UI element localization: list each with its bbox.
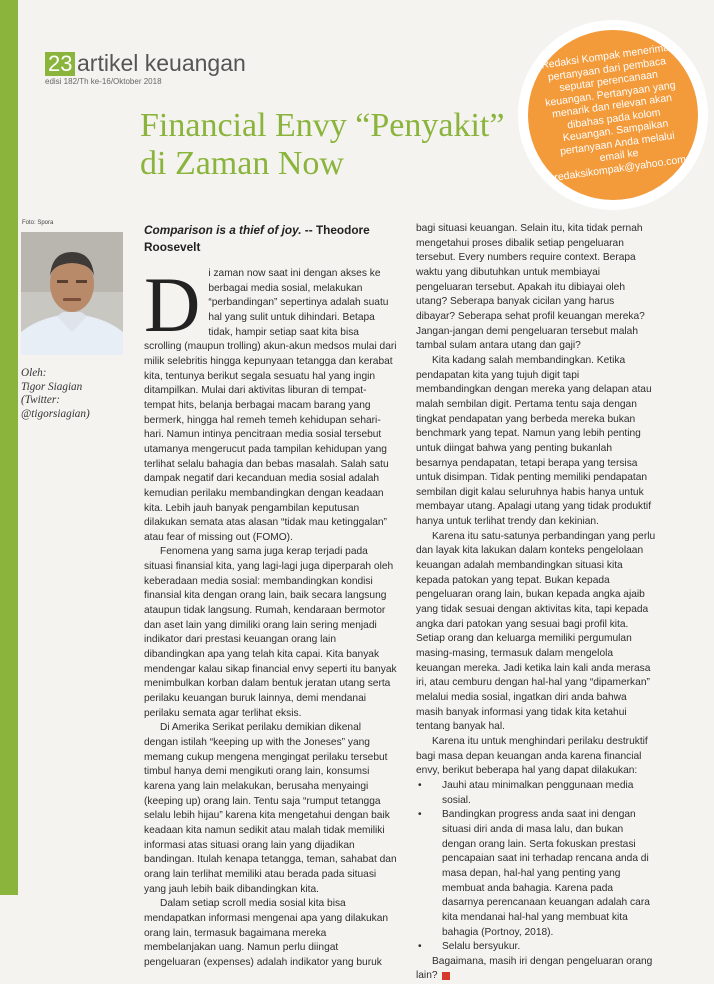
quote-author: -- Theodore Roosevelt — [144, 223, 370, 254]
list-item — [418, 808, 656, 940]
article-column-1 — [144, 222, 397, 971]
page-number: 23 — [45, 52, 75, 76]
list-item-text: Bandingkan progress anda saat ini dengan situasi diri anda di masa lalu, dan bukan dengan orang lain. Serta fokuskan prestasi pencapaian saat ini terhadap rencana anda di masa depan, hal-hal yang penting yang membuat anda bahagia. Karena pada dasarnya perencanaan keuangan adalah cara kita mendanai hal-hal yang membuat kita bahagia (Portnoy, 2018). — [442, 809, 650, 938]
paragraph — [144, 261, 397, 545]
bullet-icon: • — [418, 809, 422, 821]
paragraph: Fenomena yang sama juga kerap terjadi pada situasi finansial kita, yang lagi-lagi juga diperparah oleh keberadaan media sosial: membandingkan kondisi finansial kita dengan orang lain, baik secara langsung ataupun tidak langsung. Rumah, kendaraan bermotor dan aset lain yang dimiliki orang lain sering menjadi indikator dari prestasi keuangan orang lain dibandingkan apa yang telah kita capai. Kita banyak mendengar kalau sikap financial envy seperti itu banyak menimbulkan korban dalam bentuk jeratan utang serta perilaku keuangan buruk lainnya, demi mendanai perilaku semata agar terlihat eksis. — [144, 546, 397, 719]
paragraph: Karena itu satu-satunya perbandingan yang perlu dan layak kita lakukan dalam konteks pengelolaan keuangan adalah membandingkan situasi kita kepada patokan yang tepat. Bukan kepada pengeluaran orang lain, bukan kepada angka ajaib yang tidak sesuai dengan aktivitas kita, tapi kepada angka dari patokan yang sesuai bagi profil kita. Setiap orang dan keluarga memiliki pergumulan masing-masing, termasuk dalam mengelola keuangan mereka. Jadi ketika lain kali anda merasa iri, atau cemburu dengan hal-hal yang “dipamerkan” melalui media sosial, ingatkan diri anda bahwa masih banyak informasi yang tidak kita ketahui tentang banyak hal. — [416, 530, 656, 733]
edition-info: edisi 182/Th ke-16/Oktober 2018 — [45, 77, 162, 86]
author-photo — [21, 232, 123, 355]
green-sidebar-bar — [0, 0, 18, 895]
list-item-text: Selalu bersyukur. — [442, 941, 521, 953]
quote-text: Comparison is a thief of joy. — [144, 223, 302, 237]
article-title — [140, 107, 504, 183]
closing-text: Bagaimana, masih iri dengan pengeluaran orang lain? — [416, 955, 653, 982]
bullet-icon: • — [418, 941, 422, 953]
callout-text: Redaksi Kompak menerima pertanyaan dari pembaca seputar perencanaan keuangan. Pertanyaan yang menarik dan relevan akan dibahas pada kolom Keuangan. Sampaikan pertanyaan Anda melalui email ke redaksikompak@yahoo.com. — [540, 41, 690, 184]
photo-caption: Foto: Spora — [22, 220, 54, 226]
paragraph: Di Amerika Serikat perilaku demikian dikenal dengan istilah “keeping up with the Joneses” yang memang cukup mengena mengingat perilaku tersebut timbul hanya demi mengikuti orang lain, konsumsi karena yang lain melakukan, berusaha menyaingi (keeping up) orang lain. Tentu saja “rumput tetangga selalu lebih hijau” karena kita mengetahui dengan baik keadaan kita namun sedikit atau malah tidak memiliki informasi atas situasi orang lain yang dijadikan bandingan. Itulah kenapa tetangga, teman, sahabat dan orang lain terlihat memiliki atau berada pada situasi yang jauh lebih baik dibandingkan kita. — [144, 722, 397, 895]
paragraph: Kita kadang salah membandingkan. Ketika pendapatan kita yang tujuh digit tapi membandingkan dengan mereka yang delapan atau malah sembilan digit. Pertama tentu saja dengan tingkat pendapatan yang berbeda mereka bukan benchmark yang tepat. Namun yang lebih penting untuk diingat bahwa yang penting bukanlah besarnya pendapatan, tetapi berapa yang tersisa untuk disimpan. Tidak penting memiliki pendapatan sembilan digit kalau seluruhnya habis hanya untuk membayar utang. Apalagi utang yang tidak produktif hanya untuk terlihat trendy dan kekinian. — [416, 354, 652, 528]
article-column-2 — [416, 222, 656, 984]
paragraph: Karena itu untuk menghindari perilaku destruktif bagi masa depan keuangan anda karena financial envy, berikut beberapa hal yang dapat dilakukan: — [416, 735, 648, 777]
closing-paragraph — [416, 955, 656, 984]
list-item — [418, 779, 656, 808]
title-line-1: Financial Envy “Penyakit” — [140, 107, 505, 144]
list-item — [418, 940, 656, 955]
section-title: artikel keuangan — [77, 50, 246, 76]
end-mark-icon — [442, 972, 450, 980]
byline-label: Oleh: — [21, 367, 47, 379]
paragraph: Dalam setiap scroll media sosial kita bisa mendapatkan informasi mengenai apa yang dilakukan orang lain, termasuk bagaimana mereka membelanjakan uang. Namun perlu diingat pengeluaran (expenses) adalah indikator yang buruk — [144, 898, 389, 968]
list-item-text: Jauhi atau minimalkan penggunaan media sosial. — [442, 779, 634, 806]
author-twitter-label: (Twitter: — [21, 394, 60, 406]
opening-quote — [144, 222, 397, 255]
drop-cap: D — [144, 261, 201, 348]
author-portrait-icon — [21, 232, 123, 355]
author-twitter-handle: @tigorsiagian) — [21, 407, 90, 420]
bullet-icon: • — [418, 779, 422, 791]
title-line-2: di Zaman Now — [140, 145, 344, 182]
author-name: Tigor Siagian — [21, 380, 83, 393]
tips-list — [416, 779, 656, 955]
paragraph-text: i zaman now saat ini dengan akses ke berbagai media sosial, melakukan “perbandingan” sepertinya adalah suatu hal yang sulit untuk dihindari. Betapa tidak, hampir setiap saat kita bisa scrolling (maupun trolling) akun-akun medsos mulai dari milik selebritis hingga kepunyaan tetangga dan kerabat kita, tentunya berikut segala sesuatu hal yang ingin ditampilkan. Mulai dari aktivitas liburan di tempat-tempat hits, belanja berbagai macam barang yang bermerk, hingga hal remeh temeh kehidupan sehari-hari. Namun intinya pencitraan media sosial tersebut utamanya mengerucut pada tampilan kehidupan yang terlihat selalu bahagia dan bebas masalah. Salah satu dampak negatif dari kecanduan media sosial adalah kemudian perilaku membandingkan dengan keadaan kita. Lebih jauh banyak pengambilan keputusan dilakukan semata atas alasan “tidak mau ketinggalan” atau fear of missing out (FOMO). — [144, 268, 397, 543]
paragraph: bagi situasi keuangan. Selain itu, kita tidak pernah mengetahui proses dibalik setiap pengeluaran tersebut. Every numbers require context. Berapa waktu yang dibutuhkan untuk membiayai pengeluaran tersebut. Apakah itu dibiayai oleh utang? Seberapa banyak cicilan yang harus dibayar? Seberapa sehat profil keuangan mereka? Jangan-jangan demi pengeluaran tersebut malah tambal sulam antara utang dan gaji? — [416, 223, 645, 352]
author-byline — [21, 367, 131, 421]
